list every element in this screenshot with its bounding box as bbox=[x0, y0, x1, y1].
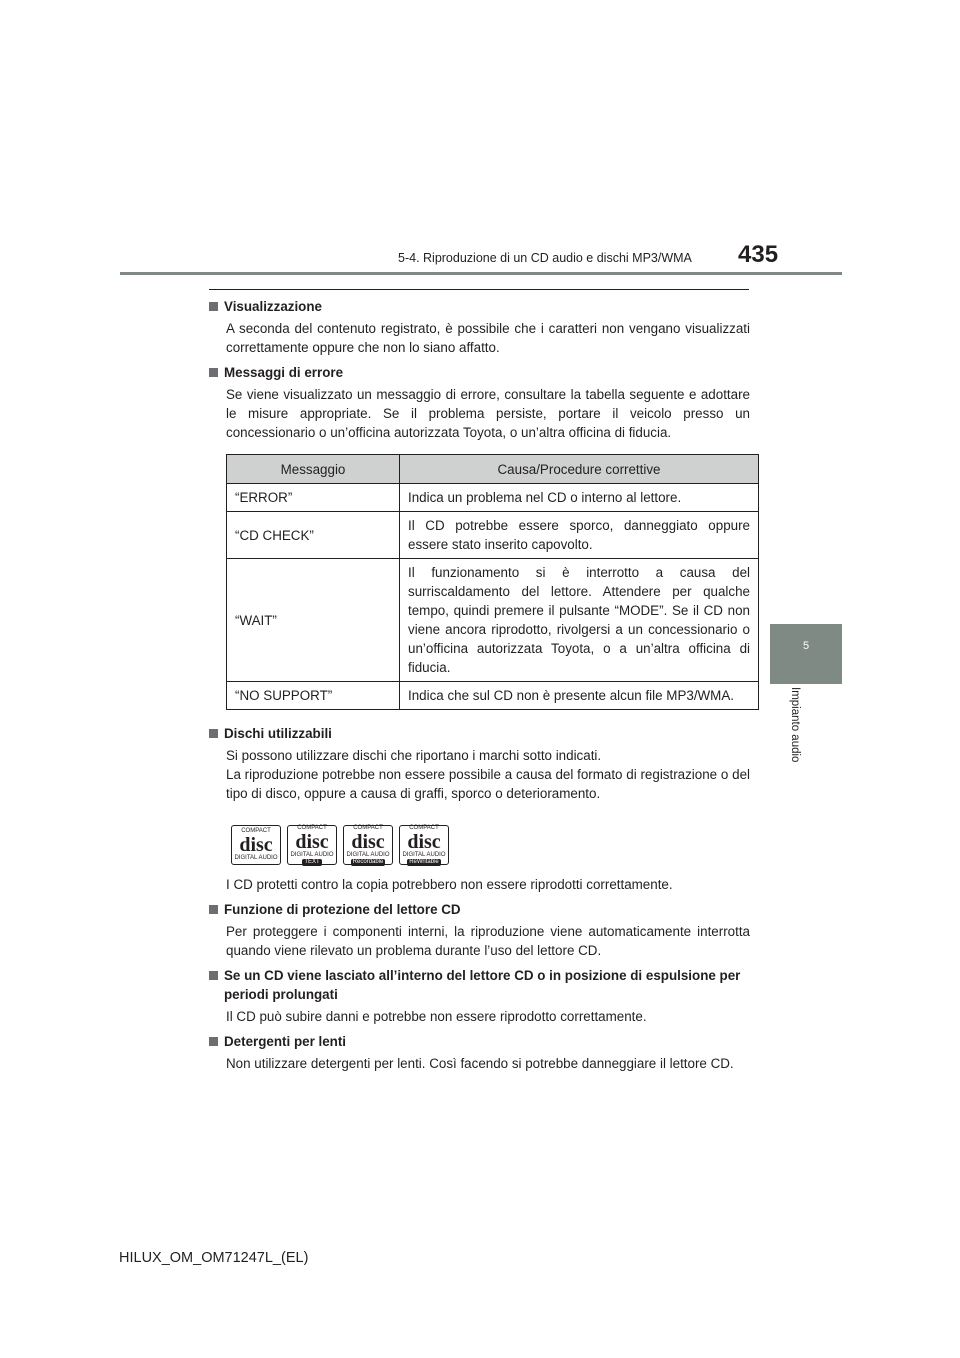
section-body: Se viene visualizzato un messaggio di errore, consultare la tabella seguente e adottare le misure appropriate. Se il problema persiste, portare il veicolo presso un concessionario o un’officina autorizzata Toyota, o un’altra officina di fiducia. bbox=[226, 387, 750, 440]
section-title-protezione: Funzione di protezione del lettore CD bbox=[209, 900, 750, 919]
error-messages-table bbox=[226, 454, 759, 710]
compact-disc-text-logo-icon: COMPACT disc DIGITAL AUDIO TEXT bbox=[287, 825, 337, 865]
header-rule bbox=[120, 272, 842, 275]
section-title-detergenti: Detergenti per lenti bbox=[209, 1032, 750, 1051]
section-body: Il CD può subire danni e potrebbe non essere riprodotto correttamente. bbox=[226, 1009, 647, 1024]
compact-disc-recordable-logo-icon: COMPACT disc DIGITAL AUDIO Recordable bbox=[343, 825, 393, 865]
table-cell: “ERROR” bbox=[227, 484, 400, 512]
running-header-section: 5-4. Riproduzione di un CD audio e dischi MP3/WMA bbox=[398, 251, 692, 265]
table-header-cell: Messaggio bbox=[227, 455, 400, 484]
compact-disc-digital-audio-logo-icon: COMPACT disc DIGITAL AUDIO bbox=[231, 825, 281, 865]
table-cell: “NO SUPPORT” bbox=[227, 682, 400, 710]
bullet-square-icon bbox=[209, 729, 218, 738]
section-body: La riproduzione potrebbe non essere possibile a causa del formato di registrazione o del tipo di disco, oppure a causa di graffi, sporco o deterioramento. bbox=[226, 767, 750, 801]
table-cell: Il CD potrebbe essere sporco, danneggiato oppure essere stato inserito capovolto. bbox=[400, 512, 759, 559]
section-title-cd-lasciato: Se un CD viene lasciato all’interno del lettore CD o in posizione di espulsione per periodi prolungati bbox=[209, 966, 750, 1004]
section-body: I CD protetti contro la copia potrebbero non essere riprodotti correttamente. bbox=[226, 877, 673, 892]
table-cell: “WAIT” bbox=[227, 559, 400, 682]
section-body: Per proteggere i componenti interni, la riproduzione viene automaticamente interrotta quando viene rilevato un problema durante l’uso del lettore CD. bbox=[226, 924, 750, 958]
table-cell: Indica che sul CD non è presente alcun file MP3/WMA. bbox=[400, 682, 759, 710]
footer-code: HILUX_OM_OM71247L_(EL) bbox=[119, 1250, 309, 1266]
table-row bbox=[227, 682, 759, 710]
chapter-number: 5 bbox=[802, 640, 810, 652]
bullet-square-icon bbox=[209, 368, 218, 377]
section-title-visualizzazione: Visualizzazione bbox=[209, 297, 750, 316]
chapter-label: Impianto audio bbox=[789, 687, 801, 763]
content-top-rule bbox=[209, 289, 749, 290]
bullet-square-icon bbox=[209, 302, 218, 311]
bullet-square-icon bbox=[209, 1037, 218, 1046]
table-cell: Il funzionamento si è interrotto a causa del surriscaldamento del lettore. Attendere per qualche tempo, quindi premere il pulsante “MODE”. Se il CD non viene ancora riprodotto, rivolgersi a un concessionario o un’officina autorizzata Toyota, o a un’altra officina di fiducia. bbox=[400, 559, 759, 682]
main-content bbox=[209, 297, 750, 1079]
table-row bbox=[227, 559, 759, 682]
table-header-row bbox=[227, 455, 759, 484]
bullet-square-icon bbox=[209, 971, 218, 980]
section-body: A seconda del contenuto registrato, è possibile che i caratteri non vengano visualizzati correttamente oppure che non lo siano affatto. bbox=[226, 321, 750, 355]
section-title-dischi: Dischi utilizzabili bbox=[209, 724, 750, 743]
table-cell: “CD CHECK” bbox=[227, 512, 400, 559]
table-row bbox=[227, 484, 759, 512]
section-body: Non utilizzare detergenti per lenti. Così facendo si potrebbe danneggiare il lettore CD. bbox=[226, 1056, 734, 1071]
table-header-cell: Causa/Procedure correttive bbox=[400, 455, 759, 484]
bullet-square-icon bbox=[209, 905, 218, 914]
chapter-tab bbox=[770, 624, 842, 684]
page-number: 435 bbox=[738, 241, 779, 268]
table-row bbox=[227, 512, 759, 559]
table-cell: Indica un problema nel CD o interno al lettore. bbox=[400, 484, 759, 512]
disc-logos bbox=[231, 825, 750, 865]
section-title-messaggi: Messaggi di errore bbox=[209, 363, 750, 382]
compact-disc-rewritable-logo-icon: COMPACT disc DIGITAL AUDIO ReWritable bbox=[399, 825, 449, 865]
chapter-label-wrap bbox=[788, 687, 802, 780]
section-body: Si possono utilizzare dischi che riportano i marchi sotto indicati. bbox=[226, 748, 602, 763]
